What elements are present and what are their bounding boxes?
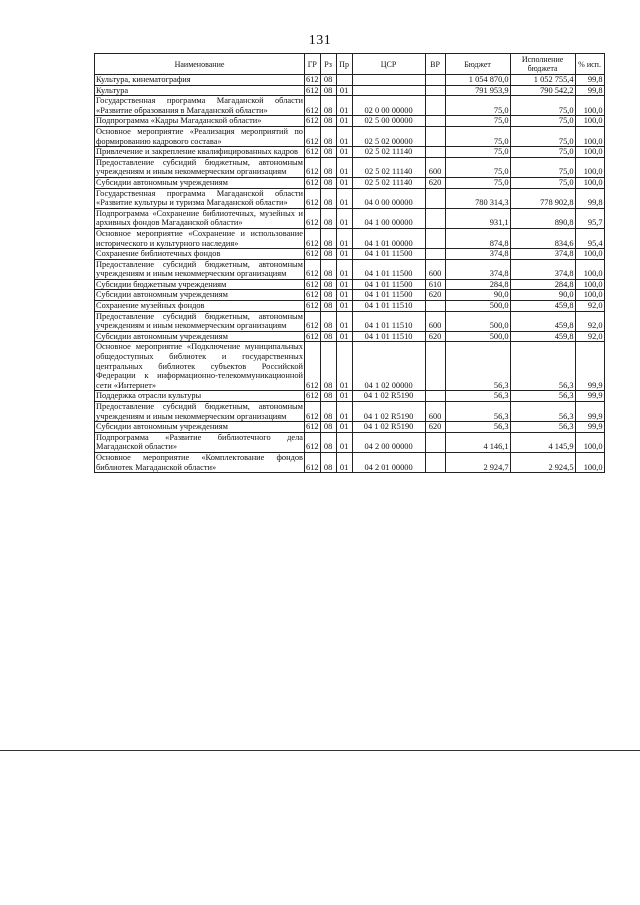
cell-percent: 100,0 <box>575 177 604 188</box>
cell-gr: 612 <box>305 126 321 146</box>
cell-csr: 02 0 00 00000 <box>352 96 425 116</box>
cell-rz: 08 <box>320 147 336 158</box>
cell-csr: 04 1 00 00000 <box>352 208 425 228</box>
cell-csr: 02 5 02 11140 <box>352 177 425 188</box>
cell-execution: 459,8 <box>510 331 575 342</box>
cell-percent: 100,0 <box>575 259 604 279</box>
cell-pr: 01 <box>336 126 352 146</box>
cell-vr: 600 <box>425 311 445 331</box>
cell-name: Субсидии автономным учреждениям <box>95 177 305 188</box>
cell-percent: 100,0 <box>575 432 604 452</box>
cell-rz: 08 <box>320 177 336 188</box>
cell-rz: 08 <box>320 331 336 342</box>
cell-percent: 100,0 <box>575 116 604 127</box>
cell-csr: 04 1 01 11510 <box>352 301 425 312</box>
cell-name: Предоставление субсидий бюджетным, автономным учреждениям и иным некоммерческим организациям <box>96 402 303 421</box>
cell-execution: 4 145,9 <box>510 432 575 452</box>
cell-budget: 374,8 <box>445 259 510 279</box>
cell-gr: 612 <box>306 422 319 432</box>
cell-execution: 75,0 <box>510 96 575 116</box>
cell-vr <box>425 126 445 146</box>
cell-gr: 612 <box>306 391 319 401</box>
cell-pr: 01 <box>336 452 352 472</box>
cell-csr <box>352 75 425 86</box>
cell-gr: 612 <box>305 188 321 208</box>
cell-csr: 02 5 02 11140 <box>352 157 425 177</box>
cell-vr <box>425 452 445 472</box>
cell-percent: 99,9 <box>575 402 604 422</box>
cell-gr: 612 <box>306 279 319 289</box>
cell-name: Сохранение библиотечных фондов <box>95 249 305 260</box>
cell-rz: 08 <box>320 249 336 260</box>
cell-budget: 75,0 <box>445 116 510 127</box>
cell-gr: 612 <box>305 259 321 279</box>
cell-execution: 374,8 <box>510 259 575 279</box>
cell-name: Сохранение музейных фондов <box>95 301 305 312</box>
header-vr: ВР <box>425 54 445 75</box>
cell-percent: 99,9 <box>575 422 604 433</box>
cell-name: Подпрограмма «Сохранение библиотечных, музейных и архивных фондов Магаданской области» <box>96 208 303 228</box>
cell-gr: 612 <box>306 116 319 126</box>
table-row <box>95 249 605 260</box>
header-budget: Бюджет <box>445 54 510 75</box>
cell-percent: 92,0 <box>575 331 604 342</box>
cell-budget: 284,8 <box>445 279 510 290</box>
header-gr: ГР <box>305 54 321 75</box>
cell-vr: 600 <box>425 157 445 177</box>
cell-execution: 56,3 <box>510 422 575 433</box>
cell-pr: 01 <box>336 177 352 188</box>
cell-name: Привлечение и закрепление квалифицированных кадров <box>95 147 305 158</box>
cell-gr: 612 <box>305 208 321 228</box>
table-row <box>95 391 605 402</box>
table-row <box>95 311 605 331</box>
cell-name: Поддержка отрасли культуры <box>95 391 305 402</box>
header-pr: Пр <box>336 54 352 75</box>
cell-execution: 75,0 <box>510 177 575 188</box>
cell-rz: 08 <box>320 342 336 391</box>
cell-name: Основное мероприятие «Подключение муниципальных общедоступных библиотек и государственных центральных библиотек субъектов Российской Федерации к информационно-телекоммуникационной сети «Интернет» <box>96 342 303 390</box>
cell-pr: 01 <box>336 311 352 331</box>
table-row <box>95 96 605 116</box>
cell-percent: 99,8 <box>575 85 604 96</box>
table-row <box>95 290 605 301</box>
cell-name: Основное мероприятие «Сохранение и использование исторического и культурного наследия» <box>96 228 303 248</box>
cell-csr: 02 5 02 00000 <box>352 126 425 146</box>
cell-execution: 75,0 <box>510 157 575 177</box>
header-csr: ЦСР <box>352 54 425 75</box>
cell-vr <box>425 249 445 260</box>
cell-rz: 08 <box>320 452 336 472</box>
cell-budget: 931,1 <box>445 208 510 228</box>
cell-percent: 100,0 <box>575 147 604 158</box>
cell-vr <box>425 85 445 96</box>
cell-vr <box>425 188 445 208</box>
cell-gr: 612 <box>306 249 319 259</box>
table-row <box>95 432 605 452</box>
cell-vr <box>425 342 445 391</box>
cell-percent: 95,4 <box>575 228 604 248</box>
cell-budget: 791 953,9 <box>445 85 510 96</box>
cell-execution: 790 542,2 <box>510 85 575 96</box>
cell-name: Субсидии автономным учреждениям <box>95 422 305 433</box>
cell-name: Культура <box>95 85 305 96</box>
table-row <box>95 422 605 433</box>
table-row <box>95 331 605 342</box>
cell-name: Субсидии автономным учреждениям <box>95 331 305 342</box>
cell-rz: 08 <box>320 208 336 228</box>
cell-percent: 95,7 <box>575 208 604 228</box>
cell-name: Подпрограмма «Развитие библиотечного дела Магаданской области» <box>96 432 303 452</box>
cell-name: Предоставление субсидий бюджетным, автономным учреждениям и иным некоммерческим организациям <box>96 157 303 177</box>
header-execution: Исполнение бюджета <box>510 54 575 75</box>
table-row <box>95 279 605 290</box>
cell-rz: 08 <box>320 432 336 452</box>
cell-execution: 75,0 <box>510 116 575 127</box>
header-percent: % исп. <box>575 54 604 75</box>
cell-execution: 890,8 <box>510 208 575 228</box>
table-row <box>95 301 605 312</box>
budget-execution-table <box>94 53 605 473</box>
table-row <box>95 177 605 188</box>
cell-pr: 01 <box>336 249 352 260</box>
cell-execution: 75,0 <box>510 126 575 146</box>
cell-gr: 612 <box>305 228 321 248</box>
cell-vr: 620 <box>425 290 445 301</box>
cell-budget: 500,0 <box>445 331 510 342</box>
cell-budget: 56,3 <box>445 402 510 422</box>
cell-rz: 08 <box>320 279 336 290</box>
cell-name: Подпрограмма «Кадры Магаданской области» <box>95 116 305 127</box>
cell-pr: 01 <box>336 290 352 301</box>
cell-percent: 100,0 <box>575 126 604 146</box>
cell-percent: 100,0 <box>575 279 604 290</box>
cell-gr: 612 <box>305 452 321 472</box>
cell-vr <box>425 147 445 158</box>
cell-pr: 01 <box>336 301 352 312</box>
table-row <box>95 208 605 228</box>
table-row <box>95 147 605 158</box>
cell-percent: 92,0 <box>575 301 604 312</box>
cell-vr <box>425 391 445 402</box>
cell-vr <box>425 208 445 228</box>
cell-vr <box>425 301 445 312</box>
cell-pr: 01 <box>336 96 352 116</box>
cell-execution: 56,3 <box>510 391 575 402</box>
cell-budget: 75,0 <box>445 126 510 146</box>
cell-execution: 284,8 <box>510 279 575 290</box>
cell-execution: 459,8 <box>510 311 575 331</box>
cell-budget: 874,8 <box>445 228 510 248</box>
cell-vr <box>425 75 445 86</box>
cell-rz: 08 <box>320 259 336 279</box>
cell-rz: 08 <box>320 157 336 177</box>
cell-gr: 612 <box>306 177 319 187</box>
cell-budget: 90,0 <box>445 290 510 301</box>
cell-rz: 08 <box>320 311 336 331</box>
cell-budget: 75,0 <box>445 177 510 188</box>
cell-csr: 04 1 01 00000 <box>352 228 425 248</box>
cell-vr: 620 <box>425 422 445 433</box>
cell-budget: 75,0 <box>445 96 510 116</box>
cell-execution: 56,3 <box>510 402 575 422</box>
cell-csr: 04 1 01 11500 <box>352 279 425 290</box>
cell-csr: 02 5 00 00000 <box>352 116 425 127</box>
cell-pr: 01 <box>336 188 352 208</box>
cell-pr: 01 <box>336 208 352 228</box>
cell-vr: 600 <box>425 402 445 422</box>
cell-csr: 04 2 01 00000 <box>352 452 425 472</box>
cell-name: Предоставление субсидий бюджетным, автономным учреждениям и иным некоммерческим организациям <box>96 259 303 279</box>
cell-rz: 08 <box>320 126 336 146</box>
cell-rz: 08 <box>320 188 336 208</box>
cell-budget: 75,0 <box>445 147 510 158</box>
cell-name: Основное мероприятие «Реализация мероприятий по формированию кадрового состава» <box>96 126 303 146</box>
table-row <box>95 342 605 391</box>
cell-execution: 90,0 <box>510 290 575 301</box>
cell-name: Предоставление субсидий бюджетным, автономным учреждениям и иным некоммерческим организациям <box>96 311 303 331</box>
table-row <box>95 228 605 248</box>
table-row <box>95 402 605 422</box>
cell-rz: 08 <box>320 96 336 116</box>
cell-pr: 01 <box>336 432 352 452</box>
cell-budget: 75,0 <box>445 157 510 177</box>
cell-vr <box>425 116 445 127</box>
cell-budget: 56,3 <box>445 342 510 391</box>
cell-execution: 778 902,8 <box>510 188 575 208</box>
cell-gr: 612 <box>305 432 321 452</box>
cell-pr: 01 <box>336 402 352 422</box>
cell-percent: 99,8 <box>575 188 604 208</box>
cell-rz: 08 <box>320 391 336 402</box>
cell-pr: 01 <box>336 342 352 391</box>
cell-pr: 01 <box>336 116 352 127</box>
cell-pr <box>336 75 352 86</box>
page-number: 131 <box>308 33 332 48</box>
cell-name: Культура, кинематография <box>95 75 305 86</box>
cell-gr: 612 <box>306 147 319 157</box>
cell-pr: 01 <box>336 279 352 290</box>
cell-execution: 56,3 <box>510 342 575 391</box>
cell-gr: 612 <box>305 311 321 331</box>
table-row <box>95 75 605 86</box>
cell-pr: 01 <box>336 228 352 248</box>
cell-vr: 610 <box>425 279 445 290</box>
cell-percent: 99,9 <box>575 391 604 402</box>
table-body <box>95 75 605 473</box>
cell-percent: 100,0 <box>575 96 604 116</box>
cell-percent: 100,0 <box>575 157 604 177</box>
cell-rz: 08 <box>320 301 336 312</box>
cell-csr: 04 1 01 11510 <box>352 311 425 331</box>
cell-csr: 02 5 02 11140 <box>352 147 425 158</box>
cell-pr: 01 <box>336 331 352 342</box>
cell-percent: 92,0 <box>575 311 604 331</box>
header-rz: Рз <box>320 54 336 75</box>
cell-csr: 04 1 02 R5190 <box>352 402 425 422</box>
cell-pr: 01 <box>336 259 352 279</box>
cell-budget: 374,8 <box>445 249 510 260</box>
cell-vr: 620 <box>425 331 445 342</box>
footer-rule <box>0 750 640 751</box>
cell-name: Основное мероприятие «Комплектование фондов библиотек Магаданской области» <box>96 452 303 472</box>
cell-rz: 08 <box>320 290 336 301</box>
cell-vr <box>425 228 445 248</box>
table-row <box>95 452 605 472</box>
cell-gr: 612 <box>306 301 319 311</box>
cell-budget: 500,0 <box>445 311 510 331</box>
cell-gr: 612 <box>306 85 319 95</box>
cell-budget: 56,3 <box>445 391 510 402</box>
cell-csr: 04 1 01 11500 <box>352 249 425 260</box>
cell-csr: 04 1 02 R5190 <box>352 422 425 433</box>
cell-csr <box>352 85 425 96</box>
cell-gr: 612 <box>305 157 321 177</box>
cell-csr: 04 0 00 00000 <box>352 188 425 208</box>
cell-rz: 08 <box>320 402 336 422</box>
cell-execution: 2 924,5 <box>510 452 575 472</box>
cell-vr <box>425 432 445 452</box>
cell-budget: 56,3 <box>445 422 510 433</box>
cell-gr: 612 <box>305 342 321 391</box>
cell-execution: 459,8 <box>510 301 575 312</box>
cell-gr: 612 <box>306 331 319 341</box>
cell-name: Государственная программа Магаданской области «Развитие культуры и туризма Магаданской области» <box>96 188 303 208</box>
cell-execution: 75,0 <box>510 147 575 158</box>
header-name: Наименование <box>95 54 305 75</box>
cell-gr: 612 <box>306 290 319 300</box>
cell-budget: 2 924,7 <box>445 452 510 472</box>
cell-execution: 834,6 <box>510 228 575 248</box>
table-row <box>95 116 605 127</box>
table-row <box>95 259 605 279</box>
cell-rz: 08 <box>320 75 336 86</box>
cell-execution: 1 052 755,4 <box>510 75 575 86</box>
table-header-row <box>95 54 605 75</box>
table-row <box>95 188 605 208</box>
cell-budget: 1 054 870,0 <box>445 75 510 86</box>
cell-percent: 99,8 <box>575 75 604 86</box>
cell-rz: 08 <box>320 228 336 248</box>
cell-gr: 612 <box>305 402 321 422</box>
cell-rz: 08 <box>320 422 336 433</box>
cell-pr: 01 <box>336 391 352 402</box>
cell-pr: 01 <box>336 422 352 433</box>
cell-rz: 08 <box>320 85 336 96</box>
cell-gr: 612 <box>305 96 321 116</box>
cell-csr: 04 1 01 11500 <box>352 259 425 279</box>
cell-percent: 100,0 <box>575 290 604 301</box>
cell-name: Субсидии бюджетным учреждениям <box>95 279 305 290</box>
cell-csr: 04 2 00 00000 <box>352 432 425 452</box>
cell-budget: 4 146,1 <box>445 432 510 452</box>
cell-percent: 100,0 <box>575 249 604 260</box>
table-row <box>95 157 605 177</box>
cell-csr: 04 1 01 11510 <box>352 331 425 342</box>
cell-pr: 01 <box>336 147 352 158</box>
cell-percent: 100,0 <box>575 452 604 472</box>
cell-csr: 04 1 02 00000 <box>352 342 425 391</box>
cell-budget: 500,0 <box>445 301 510 312</box>
cell-rz: 08 <box>320 116 336 127</box>
cell-name: Субсидии автономным учреждениям <box>95 290 305 301</box>
table-row <box>95 85 605 96</box>
cell-percent: 99,9 <box>575 342 604 391</box>
cell-name: Государственная программа Магаданской области «Развитие образования в Магаданской области» <box>96 96 303 115</box>
cell-csr: 04 1 01 11500 <box>352 290 425 301</box>
table-row <box>95 126 605 146</box>
cell-pr: 01 <box>336 85 352 96</box>
cell-pr: 01 <box>336 157 352 177</box>
cell-gr: 612 <box>306 75 319 84</box>
cell-budget: 780 314,3 <box>445 188 510 208</box>
cell-csr: 04 1 02 R5190 <box>352 391 425 402</box>
cell-vr: 600 <box>425 259 445 279</box>
cell-vr <box>425 96 445 116</box>
cell-execution: 374,8 <box>510 249 575 260</box>
cell-vr: 620 <box>425 177 445 188</box>
